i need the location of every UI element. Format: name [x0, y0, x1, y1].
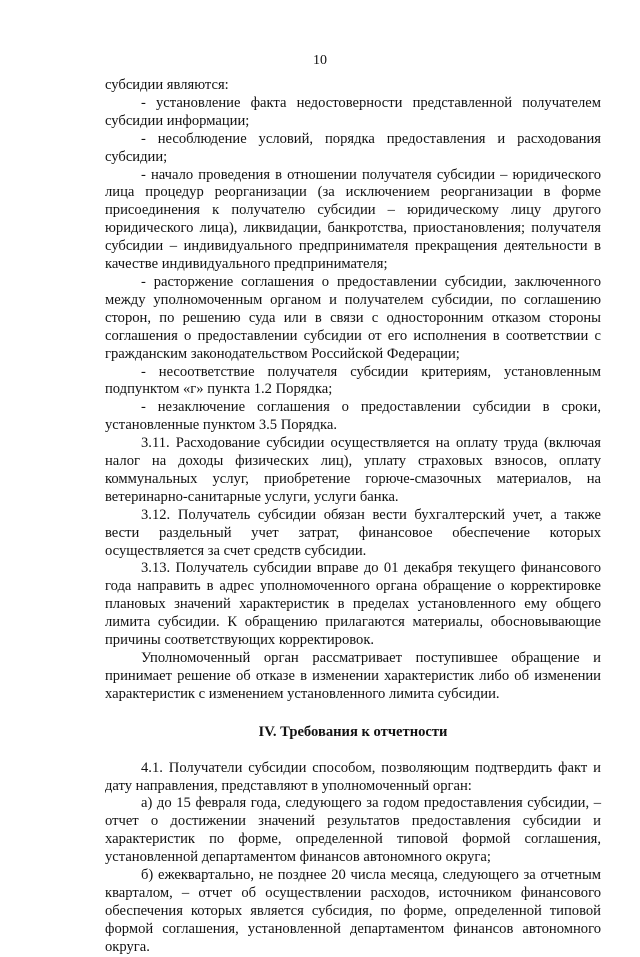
paragraph: 3.13. Получатель субсидии вправе до 01 декабря текущего финансового года направить в адрес уполномоченного органа обращение о корректировке плановых значений характеристик в пределах установленного ему общего лимита субсидии. К обращению прилагаются материалы, обосновывающие причины соответствующих корректировок.: [105, 560, 601, 649]
section-heading: IV. Требования к отчетности: [258, 723, 448, 740]
document-body: [105, 77, 601, 957]
list-item: - начало проведения в отношении получателя субсидии – юридического лица процедур реорганизации (за исключением реорганизации в форме присоединения к получателю субсидии – юридическому лицу другого юридического лица), ликвидации, банкротства, приостановления; получателя субсидии – индивидуального предпринимателя прекращения деятельности в качестве индивидуального предпринимателя;: [105, 166, 601, 273]
list-item: а) до 15 февраля года, следующего за годом предоставления субсидии, – отчет о достижении значений результатов предоставления субсидии и характеристик по форме, определенной типовой формой соглашения, установленной департаментом финансов автономного округа;: [105, 795, 601, 866]
list-item: - незаключение соглашения о предоставлении субсидии в сроки, установленные пунктом 3.5 Порядка.: [105, 399, 601, 434]
list-item: - несоответствие получателя субсидии критериям, установленным подпунктом «г» пункта 1.2 Порядка;: [105, 363, 601, 398]
paragraph: 3.11. Расходование субсидии осуществляется на оплату труда (включая налог на доходы физических лиц), уплату страховых взносов, оплату коммунальных услуг, приобретение горюче-смазочных материалов, на ветеринарно-санитарные услуги, услуги банка.: [105, 435, 601, 505]
page-number: 10: [313, 53, 327, 68]
list-item: - несоблюдение условий, порядка предоставления и расходования субсидии;: [105, 130, 601, 165]
paragraph: Уполномоченный орган рассматривает поступившее обращение и принимает решение об отказе в изменении характеристик либо об изменении характеристик с изменением установленного лимита субсидии.: [105, 650, 601, 702]
list-item: - установление факта недостоверности представленной получателем субсидии информации;: [105, 94, 601, 129]
list-item: б) ежеквартально, не позднее 20 числа месяца, следующего за отчетным кварталом, – отчет об осуществлении расходов, источником финансового обеспечения которых является субсидия, по форме, определенной типовой формой соглашения, установленной департаментом финансов автономного округа.: [105, 867, 601, 955]
paragraph: 3.12. Получатель субсидии обязан вести бухгалтерский учет, а также вести раздельный учет затрат, финансовое обеспечение которых осуществляется за счет средств субсидии.: [105, 506, 601, 559]
paragraph: 4.1. Получатели субсидии способом, позволяющим подтвердить факт и дату направления, представляют в уполномоченный орган:: [105, 759, 601, 794]
paragraph: субсидии являются:: [105, 77, 229, 93]
list-item: - расторжение соглашения о предоставлении субсидии, заключенного между уполномоченным органом и получателем субсидии, по соглашению сторон, по решению суда или в связи с односторонним отказом стороны соглашения о предоставлении субсидии от его исполнения в соответствии с гражданским законодательством Российской Федерации;: [105, 273, 601, 362]
